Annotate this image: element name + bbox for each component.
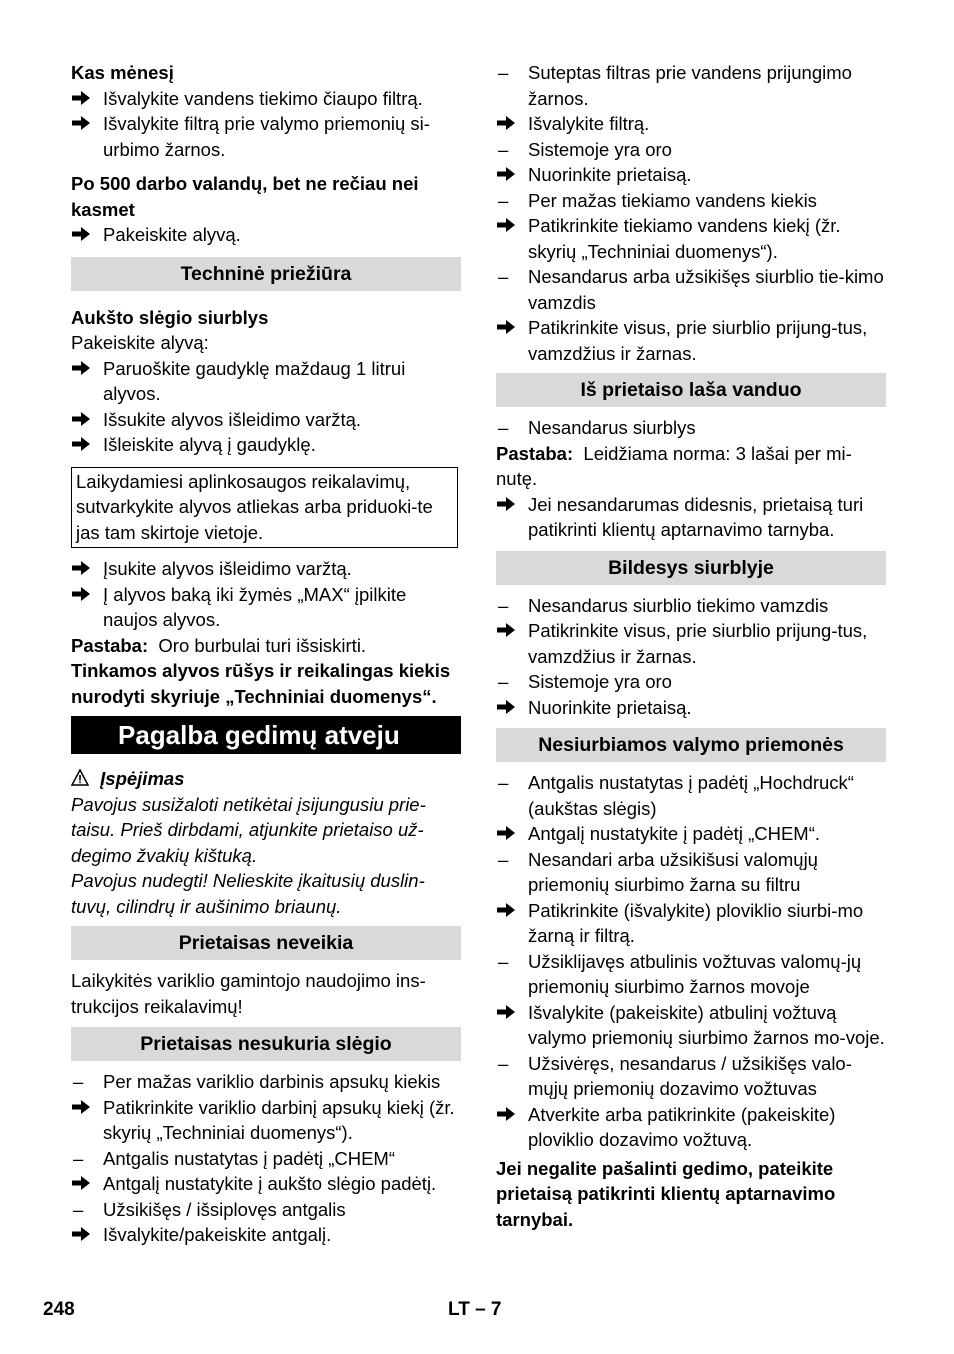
item-text: Nesandari arba užsikišusi valomųjų priemonių siurbimo žarna su filtru [528, 848, 818, 895]
drip-dash-item [496, 415, 886, 441]
action-item [71, 432, 461, 458]
noise-list [496, 593, 886, 721]
action-item [71, 1095, 461, 1146]
action-item [496, 162, 886, 188]
dash-marker: – [498, 950, 509, 972]
item-text: Įsukite alyvos išleidimo varžtą. [103, 558, 352, 579]
item-text: Patikrinkite visus, prie siurblio prijung-tus, vamzdžius ir žarnas. [528, 317, 868, 364]
item-text: Patikrinkite (išvalykite) ploviklio siurbi-mo žarną ir filtrą. [528, 899, 864, 946]
right-top-list [496, 60, 886, 366]
warning-heading [71, 766, 461, 792]
item-text: Patikrinkite visus, prie siurblio prijung-tus, vamzdžius ir žarnas. [528, 620, 868, 667]
dash-marker: – [498, 594, 509, 616]
item-text: Jei nesandarumas didesnis, prietaisą turi patikrinti klientų aptarnavimo tarnyba. [528, 493, 864, 540]
arrow-right-icon [496, 315, 528, 366]
no-pressure-section-bar: Prietaisas nesukuria slėgio [71, 1027, 461, 1061]
item-text: Išvalykite vandens tiekimo čiaupo filtrą. [103, 87, 423, 109]
environment-box [71, 467, 458, 549]
warning-triangle-icon [71, 768, 94, 789]
action-item [496, 1000, 886, 1051]
drip-arrow-item [496, 492, 886, 543]
item-text: Per mažas tiekiamo vandens kiekis [528, 189, 817, 211]
dash-marker: – [498, 772, 509, 793]
cause-item [496, 60, 886, 111]
action-item [496, 695, 886, 721]
action-item [496, 492, 886, 543]
monthly-list [71, 86, 461, 163]
action-item [496, 315, 886, 366]
help-section-title: Pagalba gedimų atveju [71, 716, 461, 754]
pump-intro: Pakeiskite alyvą: [71, 332, 209, 353]
drip-note-label: Pastaba: [496, 442, 574, 464]
arrow-right-icon [71, 432, 103, 458]
pump-list-2 [71, 556, 461, 633]
item-text: Išvalykite (pakeiskite) atbulinį vožtuvą valymo priemonių siurbimo žarnos mo-voje. [528, 1001, 885, 1048]
not-working-section-bar: Prietaisas neveikia [71, 926, 461, 960]
cause-item [496, 264, 886, 315]
action-item [496, 1102, 886, 1153]
note [71, 633, 461, 659]
action-item [71, 582, 461, 633]
oil-note: Tinkamos alyvos rūšys ir reikalingas kiekis nurodyti skyriuje „Techniniai duomenys“. [71, 660, 451, 707]
maintenance-section-bar: Techninė priežiūra [71, 257, 461, 291]
dash-marker: – [498, 671, 509, 692]
item-text: Nuorinkite prietaisą. [528, 164, 692, 185]
arrow-right-icon [496, 1102, 528, 1153]
action-item [71, 356, 461, 407]
action-item [71, 407, 461, 433]
item-text: Pakeiskite alyvą. [103, 224, 241, 245]
cause-item [71, 1069, 461, 1095]
warning-text-1: Pavojus susižaloti netikėtai įsijungusiu prie-taisu. Prieš dirbdami, atjunkite prietaiso už-degimo žvakių kištuką. [71, 793, 426, 866]
cause-item [496, 770, 886, 821]
pump-list [71, 356, 461, 458]
cause-item [496, 949, 886, 1000]
arrow-right-icon [496, 618, 528, 669]
dash-marker: – [498, 848, 509, 870]
item-text: Išvalykite/pakeiskite antgalį. [103, 1224, 332, 1245]
final-note: Jei negalite pašalinti gedimo, pateikite prietaisą patikrinti klientų aptarnavimo tarnybai. [496, 1157, 836, 1230]
arrow-right-icon [71, 582, 103, 633]
right-column [496, 60, 886, 1232]
arrow-right-icon [71, 111, 103, 162]
action-item [496, 618, 886, 669]
arrow-right-icon [496, 162, 528, 188]
arrow-right-icon [71, 407, 103, 433]
action-item [496, 213, 886, 264]
item-text: Suteptas filtras prie vandens prijungimo žarnos. [528, 62, 852, 109]
action-item [71, 1171, 461, 1197]
note-text: Oro burbulai turi išsiskirti. [158, 634, 367, 656]
item-text: Užsikišęs / išsiplovęs antgalis [103, 1198, 346, 1220]
item-text: Nesandarus siurblys [528, 417, 696, 438]
item-text: Antgalis nustatytas į padėtį „Hochdruck“ (aukštas slėgis) [528, 772, 854, 819]
pump-heading: Aukšto slėgio siurblys [71, 306, 269, 328]
arrow-right-icon [71, 1171, 103, 1197]
item-text: Nuorinkite prietaisą. [528, 696, 692, 718]
item-text: Antgalį nustatykite į aukšto slėgio padėtį. [103, 1173, 437, 1194]
item-text: Išsukite alyvos išleidimo varžtą. [103, 408, 362, 430]
dash-marker: – [498, 138, 509, 160]
environment-text: Laikydamiesi aplinkosaugos reikalavimų, sutvarkykite alyvos atliekas arba priduoki-te jas tam skirtoje vietoje. [76, 470, 433, 543]
page-number: 248 [43, 1299, 75, 1320]
action-item [496, 111, 886, 137]
cause-item [496, 593, 886, 619]
arrow-right-icon [71, 1222, 103, 1248]
item-text: Atverkite arba patikrinkite (pakeiskite) ploviklio dozavimo vožtuvą. [528, 1103, 836, 1150]
left-column [71, 60, 461, 1248]
action-item [71, 556, 461, 582]
note-label: Pastaba: [71, 634, 149, 656]
item-text: Patikrinkite tiekiamo vandens kiekį (žr. skyrių „Techniniai duomenys“). [528, 215, 841, 262]
arrow-right-icon [71, 1095, 103, 1146]
item-text: Sistemoje yra oro [528, 671, 672, 692]
dash-marker: – [73, 1198, 84, 1220]
warning-text-2: Pavojus nudegti! Nelieskite įkaitusių duslin-tuvų, cilindrų ir aušinimo briaunų. [71, 870, 425, 917]
no-pressure-list [71, 1069, 461, 1248]
item-text: Patikrinkite variklio darbinį apsukų kiekį (žr. skyrių „Techniniai duomenys“). [103, 1096, 455, 1143]
item-text: Antgalį nustatykite į padėtį „CHEM“. [528, 823, 821, 844]
drip-section-bar: Iš prietaiso laša vanduo [496, 373, 886, 407]
action-item [71, 86, 461, 112]
cause-item [496, 137, 886, 163]
arrow-right-icon [496, 111, 528, 137]
action-item [496, 898, 886, 949]
arrow-right-icon [496, 898, 528, 949]
item-text: Sistemoje yra oro [528, 138, 672, 160]
item-text: Nesandarus siurblio tiekimo vamzdis [528, 594, 829, 616]
arrow-right-icon [71, 556, 103, 582]
arrow-right-icon [71, 86, 103, 112]
dash-marker: – [498, 62, 509, 83]
action-item [496, 821, 886, 847]
arrow-right-icon [496, 492, 528, 543]
drip-note [496, 441, 886, 492]
arrow-right-icon [496, 695, 528, 721]
item-text: Užsiklijavęs atbulinis vožtuvas valomų-jų priemonių siurbimo žarnos movoje [528, 950, 862, 997]
cause-item [71, 1197, 461, 1223]
item-text: Nesandarus arba užsikišęs siurblio tie-kimo vamzdis [528, 266, 884, 313]
drip-note-text: Leidžiama norma: 3 lašai per mi-nutę. [496, 442, 852, 489]
dash-marker: – [498, 417, 509, 438]
hours-heading: Po 500 darbo valandų, bet ne rečiau nei kasmet [71, 173, 419, 220]
cause-item [496, 188, 886, 214]
monthly-heading: Kas mėnesį [71, 62, 174, 83]
action-item [71, 111, 461, 162]
arrow-right-icon [71, 356, 103, 407]
dash-marker: – [498, 266, 509, 287]
arrow-right-icon [496, 821, 528, 847]
cause-item [496, 415, 886, 441]
item-text: Per mažas variklio darbinis apsukų kiekis [103, 1071, 441, 1092]
action-item [71, 1222, 461, 1248]
arrow-right-icon [496, 1000, 528, 1051]
arrow-right-icon [496, 213, 528, 264]
action-item [71, 222, 461, 248]
item-text: Užsivėręs, nesandarus / užsikišęs valo-mųjų priemonių dozavimo vožtuvas [528, 1052, 852, 1099]
dash-marker: – [73, 1147, 84, 1169]
dash-marker: – [498, 1052, 509, 1074]
item-text: Antgalis nustatytas į padėtį „CHEM“ [103, 1147, 396, 1169]
not-working-text: Laikykitės variklio gamintojo naudojimo ins-trukcijos reikalavimų! [71, 970, 426, 1017]
item-text: Į alyvos baką iki žymės „MAX“ įpilkite naujos alyvos. [103, 583, 407, 630]
language-page: LT – 7 [448, 1299, 502, 1320]
hours-list [71, 222, 461, 248]
cause-item [496, 847, 886, 898]
item-text: Išleiskite alyvą į gaudyklę. [103, 434, 316, 455]
item-text: Išvalykite filtrą prie valymo priemonių si-urbimo žarnos. [103, 113, 430, 160]
detergent-section-bar: Nesiurbiamos valymo priemonės [496, 728, 886, 762]
cause-item [496, 1051, 886, 1102]
detergent-list [496, 770, 886, 1153]
dash-marker: – [498, 189, 509, 211]
noise-section-bar: Bildesys siurblyje [496, 551, 886, 585]
cause-item [496, 669, 886, 695]
item-text: Išvalykite filtrą. [528, 113, 650, 134]
warning-label: Įspėjimas [100, 768, 185, 789]
dash-marker: – [73, 1071, 84, 1092]
cause-item [71, 1146, 461, 1172]
arrow-right-icon [71, 222, 103, 248]
item-text: Paruoškite gaudyklę maždaug 1 litrui alyvos. [103, 357, 406, 404]
